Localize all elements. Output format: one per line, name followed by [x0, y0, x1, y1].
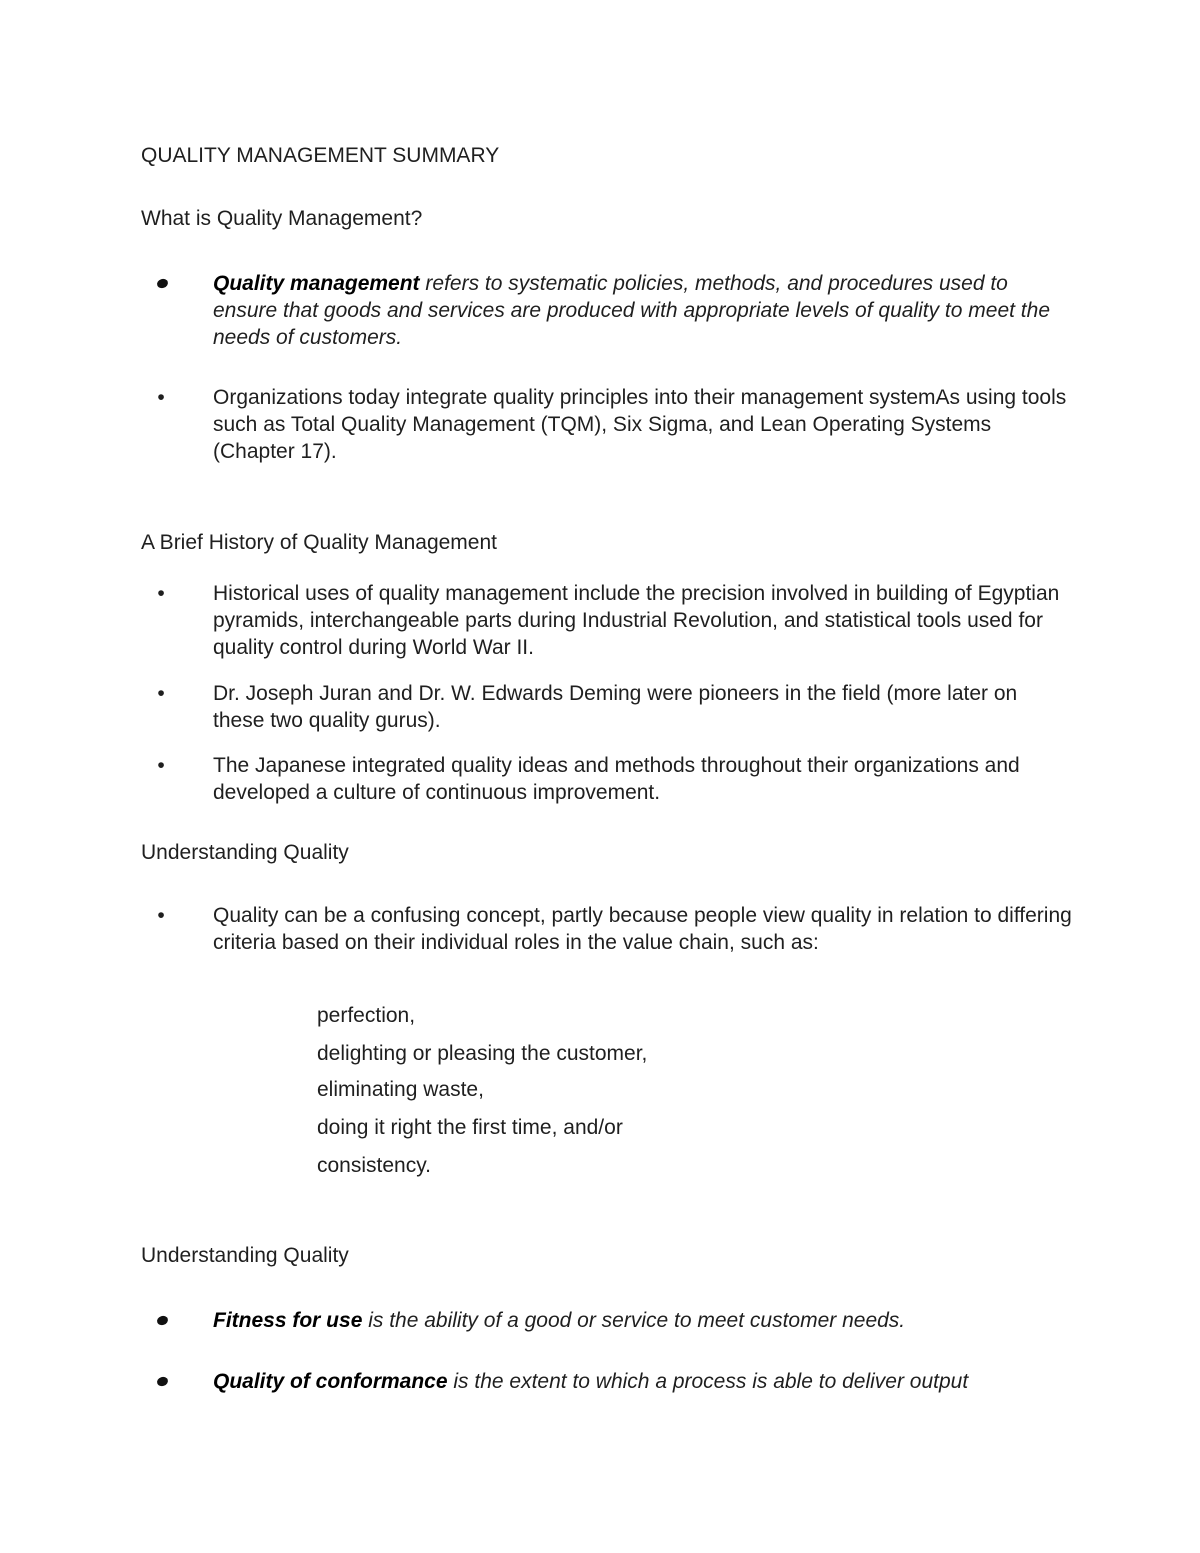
- definition-text: is the ability of a good or service to meet customer needs.: [362, 1309, 906, 1332]
- term-quality-management: Quality management: [213, 272, 420, 295]
- term-quality-of-conformance: Quality of conformance: [213, 1370, 448, 1393]
- section-heading-history: A Brief History of Quality Management: [141, 531, 497, 554]
- bullet-dot-icon: [156, 1315, 169, 1327]
- definition-text: refers to systematic policies, methods, and procedures used to ensure that goods and services are produced with appropriate levels of quality to meet the needs of customers.: [213, 272, 1050, 349]
- list-item-text: [213, 1368, 1073, 1395]
- bullet-icon: •: [157, 582, 165, 605]
- sub-list-item: doing it right the first time, and/or: [317, 1116, 623, 1139]
- sub-list-item: perfection,: [317, 1004, 416, 1027]
- list-item-text: [213, 270, 1073, 351]
- section-heading-understanding-quality-2: Understanding Quality: [141, 1244, 349, 1267]
- bullet-dot-icon: [156, 278, 169, 290]
- section-heading-understanding-quality: Understanding Quality: [141, 841, 349, 864]
- sub-list-item: consistency.: [317, 1154, 431, 1177]
- list-item-text: [213, 1307, 1073, 1334]
- list-item-text: Organizations today integrate quality principles into their management systemAs using tools such as Total Quality Management (TQM), Six Sigma, and Lean Operating Systems (Chapter 17).: [213, 386, 1067, 463]
- section-heading-what-is-qm: What is Quality Management?: [141, 207, 423, 230]
- list-item-text: The Japanese integrated quality ideas and methods throughout their organizations and developed a culture of continuous improvement.: [213, 754, 1020, 804]
- bullet-icon: •: [157, 386, 165, 409]
- sub-list-item: delighting or pleasing the customer,: [317, 1042, 648, 1065]
- list-item-text: Quality can be a confusing concept, partly because people view quality in relation to differing criteria based on their individual roles in the value chain, such as:: [213, 904, 1072, 954]
- bullet-icon: •: [157, 904, 165, 927]
- bullet-icon: •: [157, 754, 165, 777]
- term-fitness-for-use: Fitness for use: [213, 1309, 363, 1332]
- bullet-dot-icon: [156, 1376, 169, 1388]
- list-item-text: Dr. Joseph Juran and Dr. W. Edwards Deming were pioneers in the field (more later on these two quality gurus).: [213, 682, 1018, 732]
- bullet-icon: •: [157, 682, 165, 705]
- list-item-text: Historical uses of quality management include the precision involved in building of Egyptian pyramids, interchangeable parts during Industrial Revolution, and statistical tools used for quality control during World War II.: [213, 582, 1060, 659]
- sub-list-item: eliminating waste,: [317, 1078, 484, 1101]
- document-title: QUALITY MANAGEMENT SUMMARY: [141, 144, 500, 167]
- definition-text: is the extent to which a process is able to deliver output: [447, 1370, 969, 1393]
